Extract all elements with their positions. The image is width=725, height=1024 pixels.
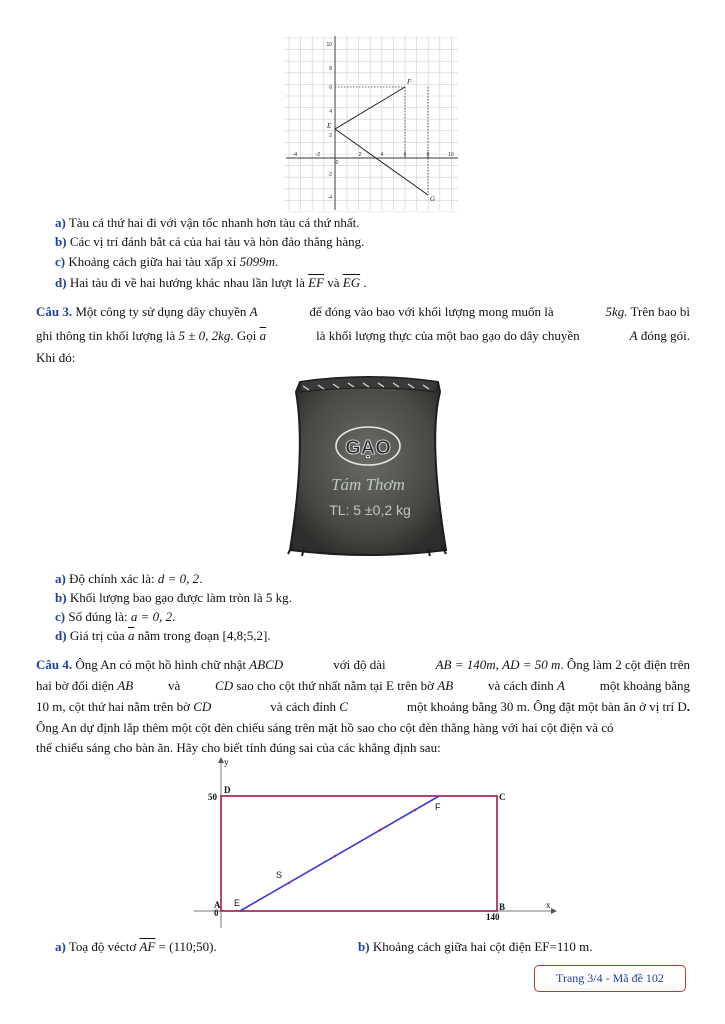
x-tick: -4 [292, 152, 298, 158]
bag-name: Tám Thơm [331, 475, 405, 494]
label-d: D [224, 785, 231, 795]
q3-option-b: b) Khối lượng bao gạo được làm tròn là 5 kg. [55, 590, 292, 605]
q3-line-3: Khi đó: [36, 350, 76, 365]
q3-line-2: ghi thông tin khối lượng là 5 ± 0, 2kg. Gọi $\overline{a}$ là khối lượng thực của một bao gạo do dây chuyền A đóng gói. [36, 328, 690, 343]
q2-option-d: d) Hai tàu đi về hai hướng khác nhau lần lượt là $\overline{EF}$ và $\overline{EG}$ . [55, 275, 367, 290]
segment-ef [240, 796, 439, 911]
bag-weight: TL: 5 ±0,2 kg [329, 502, 411, 518]
y-tick: 4 [329, 109, 332, 115]
q2-option-a: a) Tàu cá thứ hai đi với vận tốc nhanh hơn tàu cá thứ nhất. [55, 215, 360, 230]
q2-option-b: b) Các vị trí đánh bắt cá của hai tàu và hòn đảo thẳng hàng. [55, 234, 365, 249]
q2-option-c: c) Khoảng cách giữa hai tàu xấp xỉ 5099m. [55, 254, 279, 269]
y-tick: 8 [329, 66, 332, 72]
label-b: B [499, 902, 506, 912]
label-50: 50 [208, 792, 217, 802]
q3-line-1: Câu 3. Một công ty sử dụng dây chuyền A để đóng vào bao với khối lượng mong muốn là 5kg. Trên bao bì [36, 304, 690, 319]
x-tick: 10 [448, 152, 454, 158]
y-tick: -2 [327, 172, 332, 178]
rect-abcd [221, 796, 497, 911]
point-g-label: G [430, 195, 436, 203]
y-tick: 6 [329, 85, 332, 91]
x-tick: 0 [335, 160, 339, 166]
label-s: S [276, 870, 283, 880]
x-axis-label: x [546, 900, 551, 910]
coordinate-grid-figure [282, 34, 460, 212]
label-a: A [214, 900, 221, 910]
label-c: C [499, 792, 506, 802]
point-f-label: F [407, 78, 412, 86]
label-140: 140 [486, 912, 500, 922]
q3-option-d: d) Giá trị của $\overline{a}$ nằm trong đoạn [4,8;5,2]. [55, 628, 271, 643]
x-tick: 4 [380, 152, 384, 158]
q4-option-b: b) Khoảng cách giữa hai cột điện EF=110 m. [358, 939, 593, 954]
q3-option-a: a) Độ chính xác là: d = 0, 2. [55, 571, 203, 586]
bag-brand: GẠO [345, 437, 391, 459]
point-e-label: E [327, 122, 332, 130]
y-tick: -4 [327, 195, 332, 201]
rectangle-abcd-figure [190, 756, 560, 928]
q4-line-1: Câu 4. Ông An có một hồ hình chữ nhật ABCD với độ dài AB = 140m, AD = 50 m. Ông làm 2 cột điện trên [36, 657, 690, 672]
q4-line-2: hai bờ đối diện AB và CD sao cho cột thứ nhất nằm tại E trên bờ AB và cách đỉnh A một khoảng bằng [36, 678, 690, 693]
q4-line-4: Ông An dự định lắp thêm một cột đèn chiếu sáng trên mặt hồ sao cho cột đèn thẳng hàng với hai cột điện và có [36, 720, 614, 735]
x-tick: 6 [403, 152, 407, 158]
y-tick: 2 [329, 133, 332, 139]
q4-line-5: thể chiếu sáng cho bàn ăn. Hãy cho biết tính đúng sai của các khẳng định sau: [36, 740, 441, 755]
x-tick: -2 [315, 152, 321, 158]
q4-option-a: a) Toạ độ véctơ $\overline{AF}$ = (110;50). [55, 939, 217, 954]
x-tick: 8 [426, 152, 430, 158]
y-axis-label: y [224, 757, 229, 767]
y-tick: 10 [326, 42, 332, 48]
rice-bag-image [278, 370, 458, 560]
q3-option-c: c) Số đúng là: a = 0, 2. [55, 609, 176, 624]
page-footer: Trang 3/4 - Mã đề 102 [534, 965, 686, 992]
x-tick: 2 [358, 152, 362, 158]
label-e: E [234, 898, 241, 908]
label-f: F [435, 802, 441, 812]
q4-line-3: 10 m, cột thứ hai nằm trên bờ CD và cách đỉnh C một khoảng bằng 30 m. Ông đặt một bàn ăn ở vị trí D. [36, 699, 690, 714]
label-0: 0 [214, 908, 219, 918]
